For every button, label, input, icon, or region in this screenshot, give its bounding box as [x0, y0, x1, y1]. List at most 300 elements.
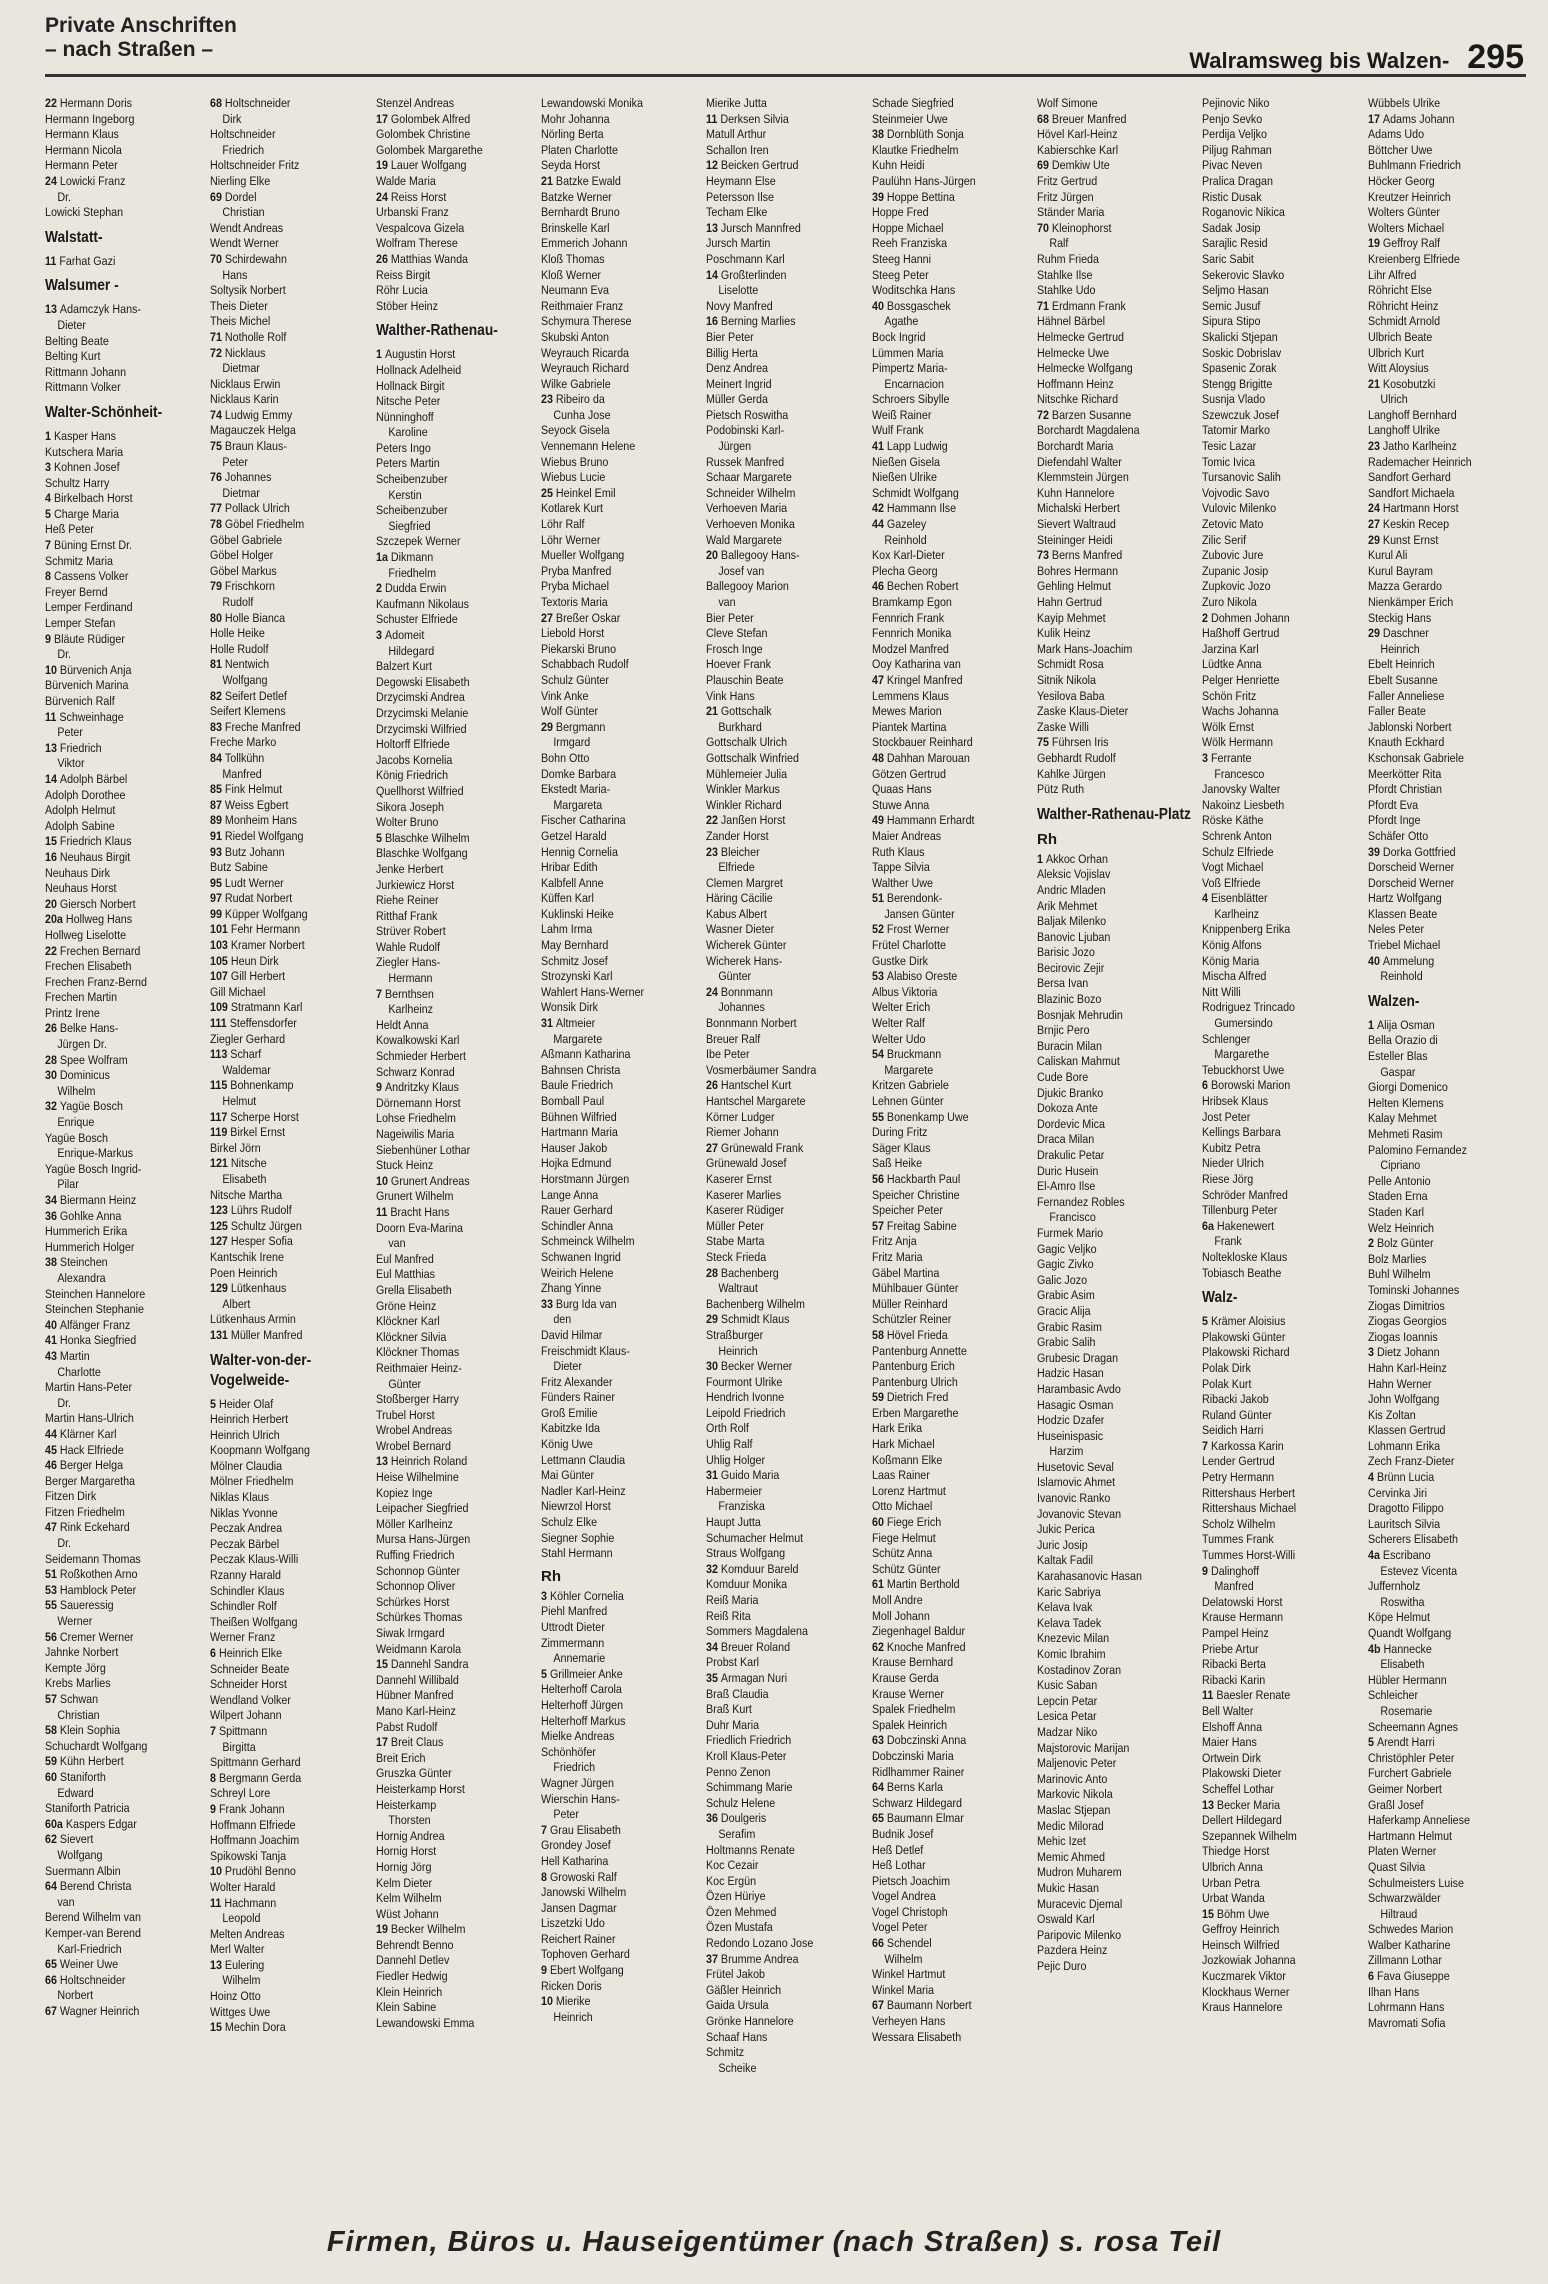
house-number: 109: [210, 1000, 232, 1015]
resident-name: Skubski Anton: [540, 329, 609, 344]
list-item: [706, 673, 865, 689]
resident-name: Lorenz Hartmut: [871, 1483, 946, 1498]
house-number: 129: [210, 1281, 232, 1296]
resident-name: Dannehl Detlev: [375, 1953, 449, 1968]
resident-name: Schürkes Horst: [375, 1594, 449, 1609]
section-subtitle: – nach Straßen –: [45, 38, 214, 61]
list-item: [45, 1942, 205, 1958]
list-item: [45, 1988, 205, 2004]
resident-name: Albus Viktoria: [871, 984, 938, 999]
house-number: 77: [210, 501, 226, 516]
resident-name: Behrendt Benno: [375, 1937, 454, 1952]
resident-name: Holtorff Elfriede: [375, 737, 450, 752]
resident-name: Christian: [57, 1707, 100, 1722]
resident-name: Maier Andreas: [871, 828, 941, 843]
resident-name: Buhl Wilhelm: [1367, 1267, 1431, 1282]
resident-name: Büning Ernst Dr.: [53, 538, 133, 553]
list-item: [210, 1203, 369, 1219]
list-item: [872, 314, 1032, 330]
list-item: [1368, 611, 1527, 627]
resident-name: Ortwein Dirk: [1202, 1750, 1262, 1765]
resident-name: Helmecke Wolfgang: [1036, 361, 1133, 376]
list-item: [541, 673, 700, 689]
list-item: [376, 1330, 535, 1346]
resident-name: Golombek Christine: [375, 127, 470, 142]
house-number: 53: [871, 969, 887, 984]
resident-name: El-Amro Ilse: [1036, 1179, 1096, 1194]
resident-name: Hakenewert: [1217, 1218, 1275, 1233]
list-item: [376, 566, 536, 582]
resident-name: Christian: [222, 205, 265, 220]
resident-name: Röske Käthe: [1202, 813, 1264, 828]
resident-name: Hribar Edith: [540, 860, 598, 875]
list-item: [1368, 1969, 1527, 1985]
resident-name: Cassens Volker: [53, 569, 129, 584]
list-item: [210, 611, 369, 627]
resident-name: Speicher Peter: [871, 1203, 943, 1218]
house-number: 66: [45, 1972, 60, 1987]
resident-name: Becirovic Zejir: [1036, 960, 1105, 975]
resident-name: Jozkowiak Johanna: [1202, 1953, 1296, 1968]
resident-name: Mielke Andreas: [540, 1729, 615, 1744]
list-item: [1368, 1080, 1527, 1096]
list-item: [1368, 1158, 1528, 1174]
resident-name: Braß Kurt: [706, 1702, 753, 1717]
list-item: [210, 860, 369, 876]
resident-name: Gaida Ursula: [706, 1998, 769, 2013]
resident-name: Grau Elisabeth: [549, 1822, 621, 1837]
list-item: [1368, 501, 1527, 517]
list-item: [45, 647, 205, 663]
house-number: 68: [210, 96, 226, 110]
list-item: [541, 1916, 700, 1932]
resident-name: Susnja Vlado: [1202, 392, 1266, 407]
house-number: 11: [706, 111, 721, 126]
resident-name: Heinrich Herbert: [210, 1412, 289, 1427]
list-item: [45, 1754, 204, 1770]
resident-name: Hell Katharina: [540, 1853, 609, 1868]
list-item: [1037, 1507, 1196, 1523]
resident-name: Karic Sabriya: [1036, 1584, 1101, 1599]
list-item: [376, 1454, 535, 1470]
list-item: [210, 1000, 369, 1016]
resident-name: Walther Uwe: [871, 875, 933, 890]
list-item: [210, 252, 369, 268]
list-item: [210, 486, 370, 502]
resident-name: Bonnmann Norbert: [706, 1016, 797, 1031]
resident-name: Holtschneider: [210, 127, 276, 142]
list-item: [1368, 860, 1527, 876]
resident-name: Verhoeven Maria: [706, 501, 788, 516]
resident-name: Zuro Nikola: [1202, 595, 1258, 609]
list-item: [210, 813, 369, 829]
list-item: [1202, 1985, 1361, 2001]
list-item: [1037, 642, 1196, 658]
list-item: [872, 1344, 1031, 1360]
list-item: [541, 408, 701, 424]
resident-name: Kellings Barbara: [1202, 1125, 1282, 1140]
list-item: [541, 829, 700, 845]
list-item: [210, 439, 369, 455]
resident-name: Bohnenkamp: [230, 1078, 294, 1093]
list-item: [872, 2030, 1031, 2046]
list-item: [1202, 1610, 1361, 1626]
list-item: [45, 380, 204, 396]
house-number: 27: [706, 1140, 722, 1155]
resident-name: Bomball Paul: [540, 1094, 605, 1108]
resident-name: Niewrzol Horst: [540, 1499, 611, 1514]
resident-name: Butz Johann: [225, 844, 285, 859]
resident-name: Karahasanovic Hasan: [1036, 1569, 1142, 1584]
resident-name: Dragotto Filippo: [1367, 1501, 1444, 1516]
house-number: 2: [1202, 610, 1212, 625]
list-item: [1037, 1039, 1196, 1055]
list-item: [541, 798, 701, 814]
list-item: [1037, 533, 1196, 549]
resident-name: Kaufmann Nikolaus: [375, 596, 469, 611]
resident-name: Hahn Karl-Heinz: [1367, 1360, 1447, 1375]
list-item: [541, 642, 700, 658]
list-item: [376, 1283, 535, 1299]
list-item: [706, 2045, 865, 2061]
resident-name: Theis Dieter: [210, 298, 269, 313]
resident-name: Stuck Heinz: [375, 1158, 433, 1173]
list-item: [1037, 158, 1196, 174]
list-item: [541, 361, 700, 377]
list-item: [1037, 143, 1196, 159]
resident-name: Schmieder Herbert: [375, 1049, 466, 1064]
list-item: [1037, 1132, 1196, 1148]
house-number: 32: [706, 1561, 722, 1576]
resident-name: Dr.: [57, 189, 72, 204]
resident-name: Pazdera Heinz: [1036, 1943, 1108, 1958]
list-item: [1202, 174, 1361, 190]
list-item: [872, 564, 1031, 580]
resident-name: Grabic Asim: [1036, 1288, 1095, 1303]
list-item: [1037, 96, 1196, 112]
resident-name: Neuhaus Horst: [45, 881, 117, 896]
list-item: [1202, 860, 1361, 876]
resident-name: Frost Werner: [886, 922, 949, 937]
street-heading: Walter-Schönheit-: [45, 403, 163, 421]
section-title: Private Anschriften: [45, 14, 237, 37]
resident-name: Kabus Albert: [706, 906, 768, 921]
resident-name: Beicken Gertrud: [721, 158, 799, 173]
list-item: [45, 1910, 204, 1926]
resident-name: Fiege Erich: [886, 1515, 941, 1530]
list-item: [210, 985, 369, 1001]
resident-name: Marinovic Anto: [1036, 1771, 1108, 1786]
list-item: [541, 1531, 700, 1547]
list-item: [1368, 1860, 1527, 1876]
list-item: [1037, 1164, 1196, 1180]
list-item: [1037, 1522, 1196, 1538]
resident-name: Hollweg Liselotte: [45, 927, 127, 942]
resident-name: Fritz Jürgen: [1036, 189, 1094, 204]
resident-name: Breit Claus: [390, 1735, 444, 1750]
list-item: [541, 954, 700, 970]
house-number: 22: [45, 943, 60, 958]
resident-name: Götzen Gertrud: [871, 766, 946, 781]
resident-name: Demkiw Ute: [1051, 158, 1110, 173]
list-item: [210, 1032, 369, 1048]
resident-name: Triebel Michael: [1367, 938, 1440, 953]
resident-name: Schulmeisters Luise: [1367, 1875, 1464, 1890]
resident-name: Steeg Peter: [871, 267, 929, 282]
house-number: 3: [1202, 750, 1212, 765]
resident-name: Hammann Ilse: [886, 501, 956, 516]
list-item: [872, 922, 1031, 938]
resident-name: Galic Jozo: [1036, 1272, 1088, 1287]
list-item: [872, 252, 1031, 268]
house-number: 14: [706, 267, 722, 282]
house-number: 21: [706, 704, 722, 719]
resident-name: Röhr Lucia: [375, 283, 428, 298]
resident-name: Wendt Andreas: [210, 220, 284, 235]
resident-name: Steinchen: [59, 1255, 108, 1270]
resident-name: Otto Michael: [871, 1499, 932, 1514]
resident-name: Waldemar: [222, 1062, 272, 1077]
house-number: 113: [210, 1047, 231, 1062]
resident-name: Welter Ralf: [871, 1016, 925, 1031]
resident-name: Francisco: [1049, 1210, 1096, 1225]
resident-name: Lange Anna: [540, 1187, 599, 1202]
resident-name: Peters Ingo: [375, 440, 431, 455]
house-number: 7: [210, 1723, 220, 1738]
list-item: [376, 1189, 535, 1205]
list-item: [872, 782, 1031, 798]
list-item: [45, 1443, 204, 1459]
list-item: [541, 767, 700, 783]
resident-name: Memic Ahmed: [1036, 1849, 1105, 1864]
resident-name: König Alfons: [1202, 938, 1262, 953]
resident-name: Ruffing Friedrich: [375, 1548, 455, 1563]
list-item: [45, 1006, 204, 1022]
resident-name: Josef van: [718, 563, 765, 578]
resident-name: Cude Bore: [1036, 1070, 1089, 1085]
directory-column: [1037, 96, 1197, 2186]
list-item: [872, 1359, 1031, 1375]
resident-name: Franziska: [718, 1499, 766, 1514]
list-item: [706, 236, 865, 252]
list-item: [541, 1390, 700, 1406]
resident-name: Grondey Josef: [540, 1838, 611, 1853]
list-item: [1202, 1969, 1361, 1985]
resident-name: Clemen Margret: [706, 875, 784, 890]
list-item: [210, 1755, 369, 1771]
resident-name: Dorscheid Werner: [1367, 875, 1454, 890]
resident-name: Hornig Andrea: [375, 1828, 445, 1843]
house-number: 62: [871, 1639, 887, 1654]
list-item: [541, 626, 700, 642]
resident-name: Kroll Klaus-Peter: [706, 1748, 787, 1763]
resident-name: Dellert Hildegard: [1202, 1813, 1283, 1828]
resident-name: Ulbrich Beate: [1367, 329, 1433, 344]
resident-name: Wierschin Hans-: [540, 1791, 620, 1806]
list-item: [541, 1546, 700, 1562]
house-number: 44: [45, 1426, 60, 1441]
resident-name: Kaspers Edgar: [65, 1816, 137, 1831]
resident-name: Liselotte: [718, 283, 759, 298]
resident-name: Urban Petra: [1202, 1875, 1261, 1890]
resident-name: Tominski Johannes: [1367, 1282, 1459, 1297]
list-item: [541, 548, 700, 564]
resident-name: Mursa Hans-Jürgen: [375, 1532, 470, 1547]
resident-name: Wendt Werner: [210, 236, 280, 251]
list-item: [872, 346, 1031, 362]
resident-name: Mark Hans-Joachim: [1036, 641, 1133, 656]
list-item: [1037, 883, 1196, 899]
resident-name: Wilke Gabriele: [540, 376, 611, 391]
resident-name: Ribacki Karin: [1202, 1672, 1266, 1687]
list-item: [706, 1266, 865, 1282]
list-item: [1202, 221, 1361, 237]
resident-name: Ralf: [1049, 236, 1069, 251]
resident-name: Hark Michael: [871, 1437, 935, 1452]
list-item: [376, 268, 535, 284]
resident-name: Heisterkamp Horst: [375, 1781, 465, 1796]
list-item: [210, 876, 369, 892]
list-item: [376, 909, 535, 925]
resident-name: Schroers Sibylle: [871, 392, 950, 407]
resident-name: Lepcin Petar: [1036, 1693, 1098, 1708]
resident-name: Fennrich Frank: [871, 610, 944, 625]
list-item: [1202, 1532, 1361, 1548]
list-item: [872, 1468, 1031, 1484]
list-item: [210, 829, 369, 845]
list-item: [376, 1221, 535, 1237]
list-item: [706, 1858, 865, 1874]
list-item: [541, 1219, 700, 1235]
list-item: [45, 190, 205, 206]
house-number: 3: [1367, 1345, 1377, 1360]
resident-name: Pollack Ulrich: [225, 501, 291, 516]
house-number: 56: [871, 1171, 887, 1186]
list-item: [45, 1271, 205, 1287]
house-number: 51: [45, 1567, 60, 1582]
resident-name: Melten Andreas: [210, 1926, 285, 1941]
resident-name: Stuwe Anna: [871, 797, 929, 812]
house-number: 13: [45, 302, 60, 317]
resident-name: Lüdtke Anna: [1202, 657, 1262, 672]
list-item: [706, 1827, 866, 1843]
list-item: [210, 1584, 369, 1600]
list-item: [872, 1531, 1031, 1547]
resident-name: Szczepek Werner: [375, 534, 461, 549]
list-item: [872, 486, 1031, 502]
resident-name: Belke Hans-: [59, 1021, 119, 1036]
resident-name: Knauth Eckhard: [1367, 735, 1444, 750]
resident-name: Helmecke Gertrud: [1036, 329, 1125, 344]
list-item: [706, 1219, 865, 1235]
resident-name: Kaserer Ernst: [706, 1171, 772, 1186]
list-item: [45, 600, 204, 616]
list-item: [541, 533, 700, 549]
list-item: [1037, 673, 1196, 689]
list-item: [210, 408, 369, 424]
list-item: [706, 221, 865, 237]
list-item: [45, 663, 204, 679]
list-item: [376, 815, 535, 831]
list-item: [376, 1439, 535, 1455]
street-range: Walramsweg bis Walzen-: [1189, 48, 1450, 73]
list-item: [45, 538, 204, 554]
list-item: [541, 96, 700, 112]
list-item: [1037, 174, 1196, 190]
resident-name: Scheibenzuber: [375, 503, 448, 518]
resident-name: Zupkovic Jozo: [1202, 579, 1271, 594]
list-item: [706, 1718, 865, 1734]
list-item: [45, 1427, 204, 1443]
list-item: [1368, 1891, 1527, 1907]
house-number: 57: [45, 1692, 60, 1706]
resident-name: Neumann Eva: [540, 283, 609, 298]
list-item: [1202, 1078, 1361, 1094]
resident-name: Klein Sabine: [375, 2000, 436, 2015]
resident-name: Butz Sabine: [210, 860, 269, 875]
resident-name: Hermann Klaus: [45, 127, 119, 142]
list-item: [376, 1049, 535, 1065]
resident-name: Hasagic Osman: [1036, 1397, 1114, 1412]
list-item: [1368, 346, 1527, 362]
resident-name: Belting Beate: [45, 333, 109, 348]
list-item: [872, 1920, 1031, 1936]
resident-name: Reiß Maria: [706, 1593, 759, 1607]
house-number: 47: [871, 672, 887, 687]
resident-name: Modzel Manfred: [871, 641, 949, 656]
list-item: [1368, 2016, 1527, 2032]
list-item: [706, 2061, 866, 2077]
resident-name: Emmerich Johann: [540, 236, 628, 251]
list-item: [541, 283, 700, 299]
resident-name: Altmeier: [555, 1016, 596, 1031]
resident-name: Diefendahl Walter: [1036, 454, 1122, 469]
list-item: [541, 1188, 700, 1204]
list-item: [1368, 595, 1527, 611]
list-item: [541, 1589, 700, 1605]
resident-name: Dietmar: [222, 485, 261, 500]
resident-name: Hamblock Peter: [59, 1582, 137, 1597]
resident-name: Hoffmann Heinz: [1036, 376, 1114, 391]
list-item: [872, 1796, 1031, 1812]
resident-name: Staniforth: [59, 1769, 106, 1784]
list-item: [376, 955, 535, 971]
house-number: 29: [540, 719, 556, 734]
resident-name: Jenke Herbert: [375, 861, 444, 876]
list-item: [376, 1813, 536, 1829]
resident-name: Lohse Friedhelm: [375, 1111, 456, 1126]
resident-name: Frank: [1214, 1234, 1243, 1249]
list-item: [1368, 330, 1527, 346]
list-item: [210, 361, 370, 377]
resident-name: Heisterkamp: [375, 1797, 436, 1812]
resident-name: Schmitz Maria: [45, 553, 113, 568]
resident-name: Komic Ibrahim: [1036, 1647, 1106, 1661]
resident-name: Koc Cezair: [706, 1858, 759, 1873]
list-item: [706, 907, 865, 923]
list-item: [1037, 579, 1196, 595]
resident-name: Klassen Beate: [1367, 906, 1437, 921]
list-item: [541, 455, 700, 471]
list-item: [872, 1375, 1031, 1391]
resident-name: Becker Werner: [721, 1359, 793, 1374]
resident-name: Farhat Gazi: [59, 253, 116, 268]
list-item: [1037, 377, 1196, 393]
resident-name: Mudron Muharem: [1036, 1865, 1122, 1880]
list-item: [1368, 314, 1527, 330]
list-item: [45, 1115, 205, 1131]
list-item: [45, 1676, 204, 1692]
